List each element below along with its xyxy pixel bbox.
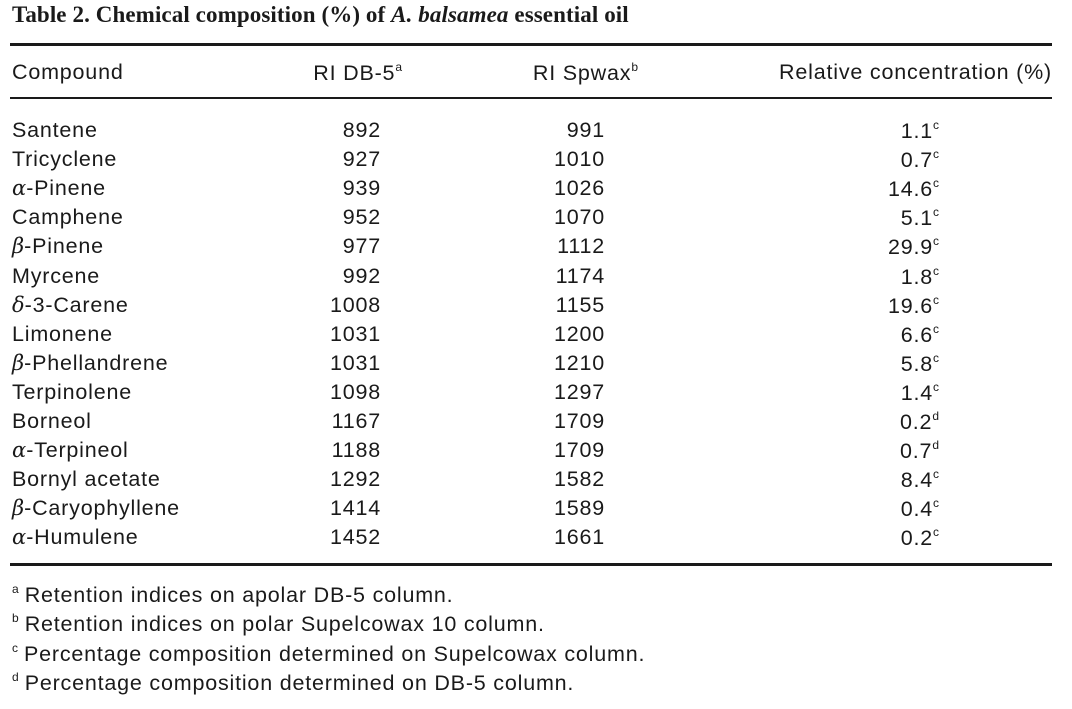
table-caption — [12, 2, 629, 28]
ri-spwax-cell: 1200 — [553, 321, 605, 346]
footnote-text: Retention indices on polar Supelcowax 10 column. — [24, 612, 545, 637]
ri-spwax-cell: 1070 — [553, 205, 605, 230]
footnote-text: Retention indices on apolar DB-5 column. — [24, 583, 454, 607]
concentration-value: 5.8 — [900, 351, 933, 376]
ri-db5-cell: 1031 — [329, 350, 381, 375]
concentration-cell — [901, 380, 939, 406]
ri-spwax-cell: 1026 — [553, 176, 605, 201]
footnote-mark: b — [12, 611, 19, 626]
ri-db5-cell: 1414 — [329, 496, 381, 521]
concentration-note: c — [933, 176, 939, 191]
concentration-value: 5.1 — [900, 206, 933, 231]
concentration-cell — [888, 176, 939, 202]
concentration-note: c — [933, 118, 939, 132]
concentration-cell — [901, 205, 939, 231]
ri-db5-cell: 927 — [342, 147, 381, 172]
concentration-cell — [901, 525, 939, 551]
ri-spwax-cell: 1709 — [553, 409, 605, 433]
concentration-note: c — [933, 379, 939, 394]
concentration-value: 0.7 — [900, 148, 933, 173]
footnote-text: Percentage composition determined on DB-5 column. — [24, 670, 575, 695]
footnote — [12, 670, 574, 696]
ri-spwax-cell: 1112 — [557, 234, 605, 259]
footnote — [12, 641, 645, 667]
compound-name: -Phellandrene — [24, 350, 169, 375]
header-ri-spwax-note: b — [631, 60, 638, 74]
concentration-cell — [901, 322, 939, 348]
ri-db5-cell: 1008 — [329, 292, 381, 317]
compound-name: -Pinene — [26, 176, 106, 201]
concentration-note: d — [932, 438, 939, 453]
compound-prefix: δ — [12, 292, 25, 317]
compound-cell — [12, 351, 168, 376]
compound-name: -Humulene — [26, 525, 139, 550]
concentration-note: c — [933, 525, 939, 540]
top-rule — [10, 43, 1052, 46]
concentration-note: c — [933, 496, 939, 511]
header-compound: Compound — [12, 60, 124, 84]
compound-name: Terpinolene — [12, 379, 132, 404]
footnote-mark: c — [12, 640, 18, 655]
compound-cell — [12, 380, 132, 405]
compound-name: Borneol — [12, 409, 92, 433]
ri-db5-cell: 1452 — [329, 525, 381, 550]
ri-db5-cell: 1031 — [329, 321, 381, 346]
ri-spwax-cell: 1155 — [555, 292, 605, 317]
concentration-cell — [901, 118, 939, 144]
ri-db5-cell: 939 — [342, 176, 381, 201]
compound-cell — [12, 205, 124, 230]
ri-spwax-cell: 1174 — [555, 263, 605, 288]
footnote-text: Percentage composition determined on Supelcowax column. — [24, 641, 646, 666]
concentration-note: c — [933, 467, 939, 482]
ri-db5-cell: 977 — [342, 234, 381, 259]
concentration-note: c — [933, 321, 939, 336]
compound-prefix: α — [12, 176, 27, 201]
compound-name: -Terpineol — [26, 438, 129, 463]
footnote — [12, 611, 545, 637]
ri-db5-cell: 1098 — [329, 379, 381, 404]
compound-cell — [12, 264, 100, 289]
concentration-note: c — [933, 205, 939, 220]
concentration-value: 0.7 — [900, 439, 933, 464]
concentration-value: 0.2 — [900, 410, 933, 434]
concentration-cell — [901, 147, 939, 173]
compound-name: -3-Carene — [24, 292, 129, 317]
compound-cell — [12, 147, 117, 172]
concentration-value: 14.6 — [887, 177, 933, 202]
concentration-note: c — [933, 263, 939, 278]
concentration-value: 1.4 — [900, 380, 933, 405]
compound-name: Tricyclene — [12, 147, 118, 172]
header-relative-concentration: Relative concentration (%) — [779, 60, 1052, 84]
compound-name: Camphene — [12, 205, 124, 230]
ri-spwax-cell: 1297 — [553, 379, 605, 404]
compound-cell — [12, 118, 98, 143]
ri-spwax-cell: 1661 — [553, 525, 605, 550]
footnote-mark: a — [12, 582, 19, 596]
compound-prefix: β — [12, 234, 25, 259]
compound-cell — [12, 234, 104, 259]
concentration-cell — [901, 264, 939, 290]
ri-db5-cell: 1167 — [331, 409, 381, 433]
footnote — [12, 582, 453, 608]
compound-name: -Pinene — [24, 234, 104, 259]
compound-cell — [12, 525, 139, 550]
concentration-cell — [900, 409, 939, 435]
compound-prefix: α — [12, 438, 27, 463]
concentration-value: 1.1 — [900, 119, 933, 143]
concentration-value: 0.4 — [900, 497, 933, 522]
concentration-value: 19.6 — [887, 293, 933, 318]
compound-cell — [12, 409, 92, 434]
compound-prefix: β — [12, 496, 25, 521]
compound-cell — [12, 496, 180, 521]
compound-prefix: β — [12, 350, 25, 375]
header-ri-spwax-label: RI Spwax — [532, 61, 632, 85]
caption-species: A. balsamea — [391, 2, 509, 27]
compound-cell — [12, 293, 129, 318]
ri-spwax-cell: 1010 — [553, 147, 605, 172]
header-ri-db5 — [313, 60, 402, 86]
compound-name: -Caryophyllene — [24, 496, 180, 521]
header-ri-db5-note: a — [395, 60, 402, 74]
caption-suffix: essential oil — [508, 2, 629, 27]
concentration-cell — [888, 293, 939, 319]
concentration-note: d — [932, 409, 939, 423]
compound-cell — [12, 176, 106, 201]
concentration-value: 6.6 — [900, 322, 933, 347]
header-rule — [10, 97, 1052, 99]
concentration-value: 8.4 — [900, 468, 933, 493]
concentration-cell — [888, 234, 939, 260]
compound-name: Limonene — [12, 321, 113, 346]
concentration-cell — [900, 438, 939, 464]
concentration-note: c — [933, 350, 939, 365]
concentration-value: 1.8 — [900, 264, 933, 289]
concentration-note: c — [933, 292, 939, 307]
ri-spwax-cell: 991 — [566, 118, 605, 142]
ri-db5-cell: 952 — [342, 205, 381, 230]
compound-name: Bornyl acetate — [12, 467, 161, 492]
concentration-note: c — [933, 234, 939, 249]
header-ri-db5-label: RI DB-5 — [313, 61, 396, 85]
concentration-cell — [901, 496, 939, 522]
caption-prefix: Table 2. Chemical composition (%) of — [12, 2, 392, 27]
compound-prefix: α — [12, 525, 27, 550]
ri-db5-cell: 892 — [342, 118, 381, 142]
compound-name: Santene — [12, 118, 98, 142]
concentration-cell — [901, 467, 939, 493]
ri-spwax-cell: 1589 — [553, 496, 605, 521]
compound-name: Myrcene — [12, 263, 101, 288]
compound-cell — [12, 467, 161, 492]
ri-db5-cell: 1292 — [329, 467, 381, 492]
footnote-mark: d — [12, 669, 19, 684]
ri-spwax-cell: 1582 — [553, 467, 605, 492]
ri-spwax-cell: 1709 — [553, 438, 605, 463]
ri-db5-cell: 1188 — [331, 438, 381, 463]
concentration-value: 29.9 — [887, 235, 933, 260]
ri-db5-cell: 992 — [342, 263, 381, 288]
ri-spwax-cell: 1210 — [553, 350, 605, 375]
compound-cell — [12, 438, 129, 463]
concentration-value: 0.2 — [900, 526, 933, 551]
concentration-note: c — [933, 147, 939, 162]
compound-cell — [12, 322, 113, 347]
concentration-cell — [901, 351, 939, 377]
header-ri-spwax — [533, 60, 638, 86]
bottom-rule — [10, 563, 1052, 566]
